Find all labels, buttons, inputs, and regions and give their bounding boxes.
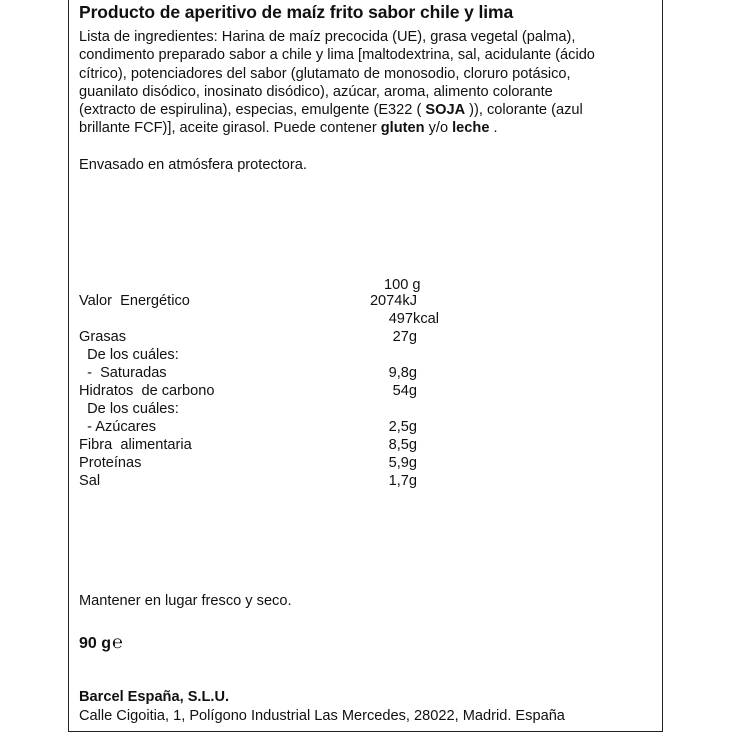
product-title: Producto de aperitivo de maíz frito sabor chile y lima [79, 2, 514, 22]
ingredients-line [79, 101, 659, 119]
ingredients-line: cítrico), potenciadores del sabor (glutamato de monosodio, cloruro potásico, [79, 65, 571, 82]
nutrition-label: Grasas [79, 329, 127, 345]
nutrition-label: Fibra alimentaria [79, 437, 192, 453]
allergen-leche: leche [452, 120, 490, 137]
nutrition-value: 2,5g [388, 419, 417, 435]
nutrition-label: De los cuáles: [79, 347, 179, 363]
nutrition-value: 54g [392, 383, 417, 399]
nutrition-label: Sal [79, 473, 101, 489]
ingredients-list [79, 28, 659, 138]
ingredients-line: guanilato disódico, inosinato disódico), azúcar, aroma, alimento colorante [79, 83, 553, 100]
nutrition-value: 497kcal [388, 311, 439, 327]
nutrition-value: 5,9g [388, 455, 417, 471]
ingredients-line [79, 119, 659, 137]
net-weight-value: 90 g [79, 635, 112, 652]
storage-note: Mantener en lugar fresco y seco. [79, 593, 292, 609]
nutrition-value: 27g [392, 329, 417, 345]
nutrition-label: De los cuáles: [79, 401, 179, 417]
company-address: Calle Cigoitia, 1, Polígono Industrial Las Mercedes, 28022, Madrid. España [79, 708, 565, 724]
nutrition-label: Hidratos de carbono [79, 383, 215, 399]
ingredients-text: )), colorante (azul [465, 102, 583, 119]
company-name: Barcel España, S.L.U. [79, 689, 230, 705]
nutrition-label: Valor Energético [79, 293, 190, 309]
nutrition-label: Proteínas [79, 455, 142, 471]
nutrition-value: 2074kJ [369, 293, 417, 309]
ingredients-text: y/o [424, 120, 453, 137]
net-weight [79, 632, 123, 653]
allergen-gluten: gluten [380, 120, 425, 137]
nutrition-value: 1,7g [388, 473, 417, 489]
ingredients-text: . [489, 120, 498, 137]
nutrition-label: - Saturadas [79, 365, 167, 381]
ingredients-text: brillante FCF)], aceite girasol. Puede contener [79, 120, 381, 137]
nutrition-value: 8,5g [388, 437, 417, 453]
ingredients-line: condimento preparado sabor a chile y lima [maltodextrina, sal, acidulante (ácido [79, 47, 595, 64]
ingredients-text: (extracto de espirulina), especias, emulgente (E322 ( [79, 102, 426, 119]
nutrition-label: - Azúcares [79, 419, 157, 435]
ingredients-line: Lista de ingredientes: Harina de maíz precocida (UE), grasa vegetal (palma), [79, 29, 576, 45]
allergen-soja: SOJA [425, 102, 466, 119]
nutrition-value: 9,8g [388, 365, 417, 381]
nutrition-per-header: 100 g [384, 277, 421, 293]
packaging-note: Envasado en atmósfera protectora. [79, 157, 307, 173]
estimated-sign-icon: ℮ [112, 632, 123, 652]
